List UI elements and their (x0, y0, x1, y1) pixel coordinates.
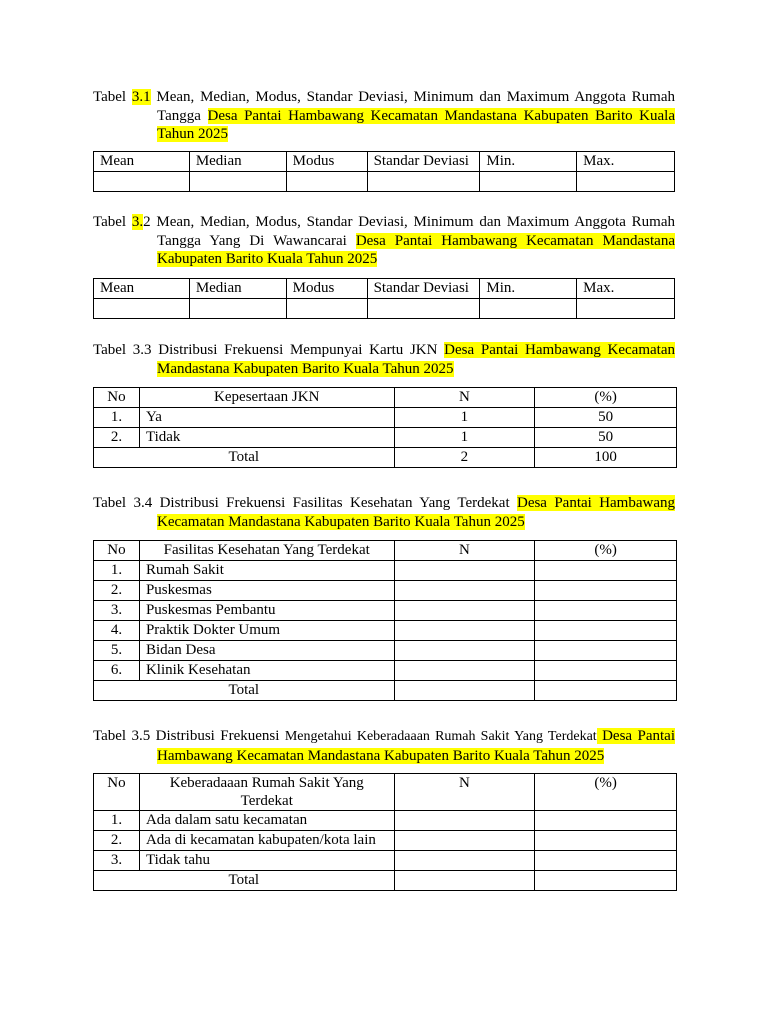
header-cell: No (94, 541, 140, 561)
header-cell: N (394, 774, 535, 811)
table-row: 2. Puskesmas (94, 581, 677, 601)
header-cell: Modus (286, 279, 367, 299)
location-highlight: Hambawang Kecamatan Mandastana Kabupaten Barito Kuala Tahun 2025 (157, 747, 605, 764)
location-highlight: Mandastana Kabupaten Barito Kuala Tahun 2025 (157, 360, 454, 377)
table-number-highlight: 3. (131, 214, 144, 230)
header-cell: Standar Deviasi (367, 152, 480, 172)
header-cell: N (394, 388, 535, 408)
location-highlight: Desa Pantai Hambawang Kecamatan (444, 342, 675, 358)
header-cell: Standar Deviasi (367, 279, 480, 299)
table-3-1 (93, 151, 675, 192)
header-cell: Median (189, 279, 286, 299)
table-3-2-caption: Tabel 3.2 Mean, Median, Modus, Standar Deviasi, Minimum dan Maximum Anggota Rumah Tangga Yang Di Wawancarai Desa Pantai Hambawang Kecamatan Mandastana Kabupaten Barito Kuala Tahun 2025 (93, 214, 675, 267)
table-3-1-caption: Tabel 3.1 Mean, Median, Modus, Standar Deviasi, Minimum dan Maximum Anggota Rumah Tangga Desa Pantai Hambawang Kecamatan Mandastana Kabupaten Barito Kuala Tahun 2025 (93, 89, 676, 142)
header-cell: Mean (94, 152, 190, 172)
header-cell: No (94, 774, 140, 811)
table-header-row (94, 152, 675, 172)
table-3-3-caption: Tabel 3.3 Distribusi Frekuensi Mempunyai Kartu JKN Desa Pantai Hambawang Kecamatan Mandastana Kabupaten Barito Kuala Tahun 2025 (93, 342, 675, 377)
location-highlight: Desa Pantai (596, 728, 675, 744)
location-highlight: Desa Pantai Hambawang (516, 495, 675, 511)
table-3-2 (93, 278, 675, 319)
table-total-row: Total 2 100 (94, 448, 677, 468)
table-row: 4. Praktik Dokter Umum (94, 621, 677, 641)
table-header-row (94, 541, 677, 561)
table-header-row (94, 774, 677, 811)
table-row (94, 172, 675, 192)
table-row: 2. Tidak 1 50 (94, 428, 677, 448)
location-highlight: Kecamatan Mandastana Kabupaten Barito Kuala Tahun 2025 (157, 513, 525, 530)
location-highlight: Desa Pantai Hambawang Kecamatan Mandastana Kabupaten Barito Kuala (207, 107, 676, 124)
location-highlight: Desa Pantai Hambawang Kecamatan Mandastana (355, 232, 675, 249)
table-row: 1. Ada dalam satu kecamatan (94, 811, 677, 831)
table-row: 3. Puskesmas Pembantu (94, 601, 677, 621)
header-cell: Min. (480, 152, 577, 172)
header-cell: (%) (535, 541, 677, 561)
table-header-row (94, 279, 675, 299)
table-total-row: Total (94, 871, 677, 891)
header-cell: Min. (480, 279, 577, 299)
table-total-row: Total (94, 681, 677, 701)
year-highlight: Kabupaten Barito Kuala Tahun 2025 (157, 251, 378, 267)
table-row (94, 299, 675, 319)
table-row: 2. Ada di kecamatan kabupaten/kota lain (94, 831, 677, 851)
table-3-5-caption: Tabel 3.5 Distribusi Frekuensi Mengetahui Keberadaaan Rumah Sakit Yang Terdekat Desa Pantai Hambawang Kecamatan Mandastana Kabupaten Barito Kuala Tahun 2025 (93, 728, 675, 764)
table-row: 1. Ya 1 50 (94, 408, 677, 428)
header-cell: Keberadaaan Rumah Sakit Yang Terdekat (139, 774, 394, 811)
table-3-4 (93, 540, 677, 701)
table-row: 3. Tidak tahu (94, 851, 677, 871)
header-cell: Modus (286, 152, 367, 172)
table-3-3 (93, 387, 677, 468)
header-cell: (%) (535, 774, 677, 811)
header-cell: (%) (535, 388, 677, 408)
year-highlight: Tahun 2025 (157, 126, 229, 142)
table-row: 1. Rumah Sakit (94, 561, 677, 581)
header-cell: Max. (577, 152, 675, 172)
table-row: 5. Bidan Desa (94, 641, 677, 661)
header-cell: No (94, 388, 140, 408)
header-cell: Fasilitas Kesehatan Yang Terdekat (139, 541, 394, 561)
table-number-highlight: 3.1 (131, 89, 151, 105)
header-cell: Max. (577, 279, 675, 299)
table-row: 6. Klinik Kesehatan (94, 661, 677, 681)
header-cell: Kepesertaan JKN (139, 388, 394, 408)
table-header-row (94, 388, 677, 408)
header-cell: N (394, 541, 535, 561)
table-3-4-caption: Tabel 3.4 Distribusi Frekuensi Fasilitas Kesehatan Yang Terdekat Desa Pantai Hambawang Kecamatan Mandastana Kabupaten Barito Kuala Tahun 2025 (93, 495, 675, 530)
header-cell: Median (189, 152, 286, 172)
table-3-5 (93, 773, 677, 891)
header-cell: Mean (94, 279, 190, 299)
